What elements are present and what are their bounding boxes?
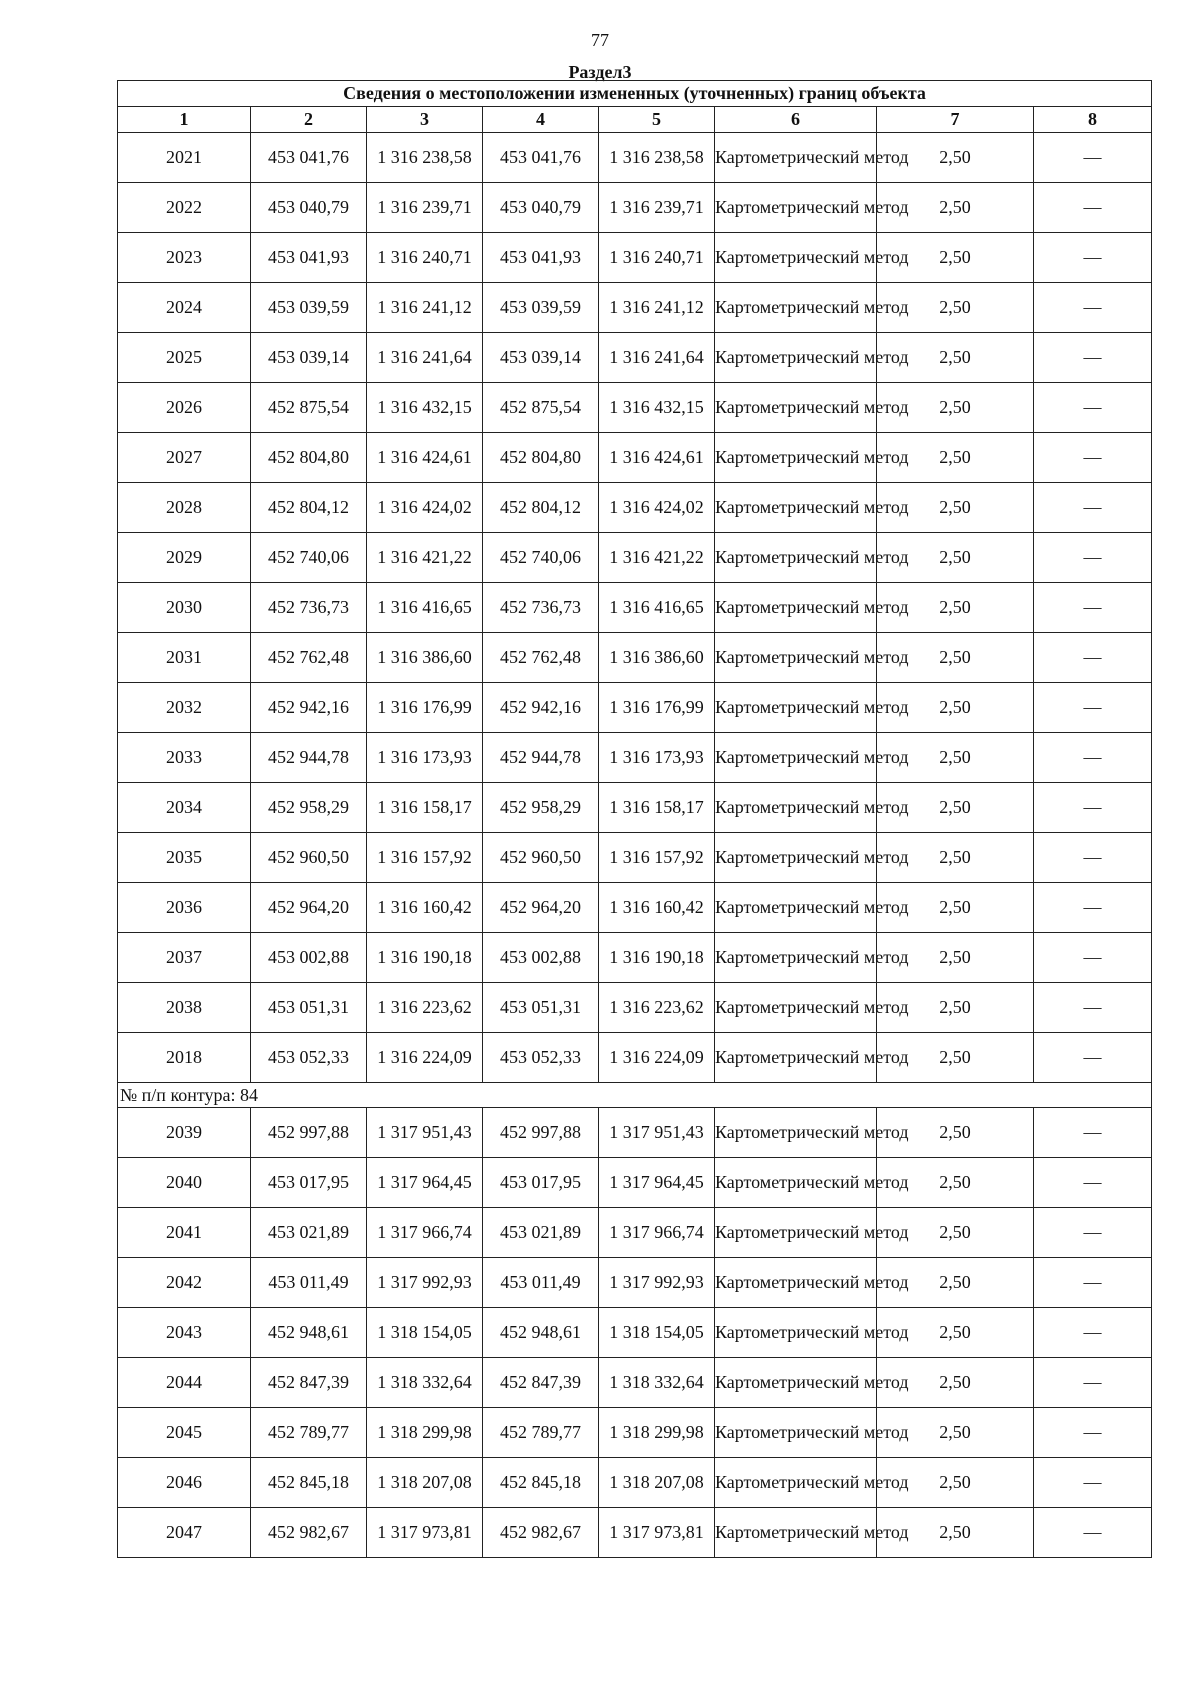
x-coordinate-cell: 453 011,49 bbox=[483, 1258, 599, 1308]
x-coordinate-cell: 453 052,33 bbox=[251, 1033, 367, 1083]
x-coordinate-cell: 452 789,77 bbox=[251, 1408, 367, 1458]
point-number-cell: 2031 bbox=[118, 633, 251, 683]
x-coordinate-cell: 452 736,73 bbox=[251, 583, 367, 633]
x-coordinate-cell: 452 804,12 bbox=[483, 483, 599, 533]
y-coordinate-cell: 1 317 973,81 bbox=[367, 1508, 483, 1558]
method-cell: Картометрический метод bbox=[715, 1108, 877, 1158]
method-cell: Картометрический метод bbox=[715, 1308, 877, 1358]
accuracy-cell: 2,50 bbox=[877, 583, 1034, 633]
table-row bbox=[118, 1308, 1152, 1358]
method-cell: Картометрический метод bbox=[715, 233, 877, 283]
point-number-cell: 2028 bbox=[118, 483, 251, 533]
note-cell: — bbox=[1034, 233, 1152, 283]
y-coordinate-cell: 1 318 207,08 bbox=[599, 1458, 715, 1508]
method-cell: Картометрический метод bbox=[715, 983, 877, 1033]
note-cell: — bbox=[1034, 583, 1152, 633]
y-coordinate-cell: 1 318 332,64 bbox=[599, 1358, 715, 1408]
method-cell: Картометрический метод bbox=[715, 183, 877, 233]
table-row bbox=[118, 1258, 1152, 1308]
point-number-cell: 2035 bbox=[118, 833, 251, 883]
y-coordinate-cell: 1 318 299,98 bbox=[599, 1408, 715, 1458]
note-cell: — bbox=[1034, 1408, 1152, 1458]
point-number-cell: 2030 bbox=[118, 583, 251, 633]
x-coordinate-cell: 453 002,88 bbox=[251, 933, 367, 983]
x-coordinate-cell: 452 982,67 bbox=[251, 1508, 367, 1558]
y-coordinate-cell: 1 317 951,43 bbox=[599, 1108, 715, 1158]
x-coordinate-cell: 452 847,39 bbox=[483, 1358, 599, 1408]
table-row bbox=[118, 583, 1152, 633]
accuracy-cell: 2,50 bbox=[877, 433, 1034, 483]
table-body-contour-84 bbox=[118, 1108, 1152, 1558]
column-number: 4 bbox=[483, 107, 599, 133]
y-coordinate-cell: 1 317 992,93 bbox=[599, 1258, 715, 1308]
x-coordinate-cell: 453 021,89 bbox=[251, 1208, 367, 1258]
column-number: 5 bbox=[599, 107, 715, 133]
accuracy-cell: 2,50 bbox=[877, 1158, 1034, 1208]
note-cell: — bbox=[1034, 1108, 1152, 1158]
x-coordinate-cell: 452 942,16 bbox=[251, 683, 367, 733]
method-cell: Картометрический метод bbox=[715, 283, 877, 333]
section-title: Раздел3 bbox=[568, 62, 632, 82]
method-cell: Картометрический метод bbox=[715, 933, 877, 983]
y-coordinate-cell: 1 318 332,64 bbox=[367, 1358, 483, 1408]
method-cell: Картометрический метод bbox=[715, 1208, 877, 1258]
accuracy-cell: 2,50 bbox=[877, 933, 1034, 983]
y-coordinate-cell: 1 316 173,93 bbox=[599, 733, 715, 783]
table-row bbox=[118, 333, 1152, 383]
table-row bbox=[118, 1158, 1152, 1208]
point-number-cell: 2047 bbox=[118, 1508, 251, 1558]
column-number: 1 bbox=[118, 107, 251, 133]
y-coordinate-cell: 1 316 238,58 bbox=[367, 133, 483, 183]
table-row bbox=[118, 1408, 1152, 1458]
table-row bbox=[118, 783, 1152, 833]
accuracy-cell: 2,50 bbox=[877, 1258, 1034, 1308]
x-coordinate-cell: 452 875,54 bbox=[251, 383, 367, 433]
note-cell: — bbox=[1034, 133, 1152, 183]
table-row bbox=[118, 983, 1152, 1033]
accuracy-cell: 2,50 bbox=[877, 183, 1034, 233]
y-coordinate-cell: 1 316 424,61 bbox=[367, 433, 483, 483]
x-coordinate-cell: 453 011,49 bbox=[251, 1258, 367, 1308]
note-cell: — bbox=[1034, 433, 1152, 483]
note-cell: — bbox=[1034, 933, 1152, 983]
x-coordinate-cell: 452 997,88 bbox=[251, 1108, 367, 1158]
x-coordinate-cell: 453 021,89 bbox=[483, 1208, 599, 1258]
y-coordinate-cell: 1 316 223,62 bbox=[367, 983, 483, 1033]
accuracy-cell: 2,50 bbox=[877, 333, 1034, 383]
method-cell: Картометрический метод bbox=[715, 433, 877, 483]
table-row bbox=[118, 433, 1152, 483]
x-coordinate-cell: 453 041,93 bbox=[483, 233, 599, 283]
x-coordinate-cell: 453 052,33 bbox=[483, 1033, 599, 1083]
x-coordinate-cell: 452 960,50 bbox=[483, 833, 599, 883]
note-cell: — bbox=[1034, 533, 1152, 583]
method-cell: Картометрический метод bbox=[715, 383, 877, 433]
note-cell: — bbox=[1034, 483, 1152, 533]
table-row bbox=[118, 1208, 1152, 1258]
x-coordinate-cell: 453 017,95 bbox=[483, 1158, 599, 1208]
method-cell: Картометрический метод bbox=[715, 1458, 877, 1508]
y-coordinate-cell: 1 317 964,45 bbox=[599, 1158, 715, 1208]
table-row bbox=[118, 1458, 1152, 1508]
y-coordinate-cell: 1 316 432,15 bbox=[599, 383, 715, 433]
y-coordinate-cell: 1 316 176,99 bbox=[367, 683, 483, 733]
y-coordinate-cell: 1 317 951,43 bbox=[367, 1108, 483, 1158]
table-row bbox=[118, 1033, 1152, 1083]
x-coordinate-cell: 453 051,31 bbox=[251, 983, 367, 1033]
point-number-cell: 2043 bbox=[118, 1308, 251, 1358]
y-coordinate-cell: 1 316 241,12 bbox=[367, 283, 483, 333]
point-number-cell: 2029 bbox=[118, 533, 251, 583]
accuracy-cell: 2,50 bbox=[877, 733, 1034, 783]
y-coordinate-cell: 1 316 223,62 bbox=[599, 983, 715, 1033]
x-coordinate-cell: 452 944,78 bbox=[483, 733, 599, 783]
x-coordinate-cell: 452 804,80 bbox=[483, 433, 599, 483]
table-caption: Сведения о местоположении измененных (уточненных) границ объекта bbox=[118, 81, 1152, 107]
note-cell: — bbox=[1034, 883, 1152, 933]
point-number-cell: 2026 bbox=[118, 383, 251, 433]
point-number-cell: 2034 bbox=[118, 783, 251, 833]
accuracy-cell: 2,50 bbox=[877, 233, 1034, 283]
method-cell: Картометрический метод bbox=[715, 633, 877, 683]
y-coordinate-cell: 1 316 238,58 bbox=[599, 133, 715, 183]
point-number-cell: 2046 bbox=[118, 1458, 251, 1508]
method-cell: Картометрический метод bbox=[715, 683, 877, 733]
x-coordinate-cell: 452 944,78 bbox=[251, 733, 367, 783]
column-number: 3 bbox=[367, 107, 483, 133]
x-coordinate-cell: 452 948,61 bbox=[483, 1308, 599, 1358]
y-coordinate-cell: 1 316 160,42 bbox=[367, 883, 483, 933]
x-coordinate-cell: 453 039,59 bbox=[251, 283, 367, 333]
x-coordinate-cell: 452 847,39 bbox=[251, 1358, 367, 1408]
point-number-cell: 2033 bbox=[118, 733, 251, 783]
note-cell: — bbox=[1034, 1033, 1152, 1083]
x-coordinate-cell: 452 960,50 bbox=[251, 833, 367, 883]
x-coordinate-cell: 453 039,59 bbox=[483, 283, 599, 333]
accuracy-cell: 2,50 bbox=[877, 833, 1034, 883]
note-cell: — bbox=[1034, 633, 1152, 683]
y-coordinate-cell: 1 318 299,98 bbox=[367, 1408, 483, 1458]
y-coordinate-cell: 1 316 241,64 bbox=[367, 333, 483, 383]
accuracy-cell: 2,50 bbox=[877, 1508, 1034, 1558]
x-coordinate-cell: 452 789,77 bbox=[483, 1408, 599, 1458]
x-coordinate-cell: 453 051,31 bbox=[483, 983, 599, 1033]
x-coordinate-cell: 452 740,06 bbox=[251, 533, 367, 583]
contour-label-row bbox=[118, 1083, 1152, 1108]
point-number-cell: 2038 bbox=[118, 983, 251, 1033]
accuracy-cell: 2,50 bbox=[877, 983, 1034, 1033]
x-coordinate-cell: 453 041,93 bbox=[251, 233, 367, 283]
y-coordinate-cell: 1 316 416,65 bbox=[367, 583, 483, 633]
method-cell: Картометрический метод bbox=[715, 1508, 877, 1558]
table-row bbox=[118, 283, 1152, 333]
accuracy-cell: 2,50 bbox=[877, 483, 1034, 533]
table-row bbox=[118, 1508, 1152, 1558]
table-row bbox=[118, 633, 1152, 683]
x-coordinate-cell: 452 736,73 bbox=[483, 583, 599, 633]
point-number-cell: 2041 bbox=[118, 1208, 251, 1258]
point-number-cell: 2039 bbox=[118, 1108, 251, 1158]
point-number-cell: 2018 bbox=[118, 1033, 251, 1083]
y-coordinate-cell: 1 318 207,08 bbox=[367, 1458, 483, 1508]
point-number-cell: 2045 bbox=[118, 1408, 251, 1458]
table-row bbox=[118, 133, 1152, 183]
y-coordinate-cell: 1 316 239,71 bbox=[599, 183, 715, 233]
x-coordinate-cell: 453 039,14 bbox=[483, 333, 599, 383]
x-coordinate-cell: 453 040,79 bbox=[251, 183, 367, 233]
table-row bbox=[118, 733, 1152, 783]
y-coordinate-cell: 1 317 966,74 bbox=[599, 1208, 715, 1258]
y-coordinate-cell: 1 316 190,18 bbox=[367, 933, 483, 983]
x-coordinate-cell: 453 041,76 bbox=[251, 133, 367, 183]
x-coordinate-cell: 452 964,20 bbox=[251, 883, 367, 933]
y-coordinate-cell: 1 316 158,17 bbox=[367, 783, 483, 833]
point-number-cell: 2040 bbox=[118, 1158, 251, 1208]
table-row bbox=[118, 1358, 1152, 1408]
method-cell: Картометрический метод bbox=[715, 483, 877, 533]
accuracy-cell: 2,50 bbox=[877, 633, 1034, 683]
method-cell: Картометрический метод bbox=[715, 1258, 877, 1308]
note-cell: — bbox=[1034, 183, 1152, 233]
table-row bbox=[118, 883, 1152, 933]
x-coordinate-cell: 452 845,18 bbox=[251, 1458, 367, 1508]
accuracy-cell: 2,50 bbox=[877, 383, 1034, 433]
accuracy-cell: 2,50 bbox=[877, 133, 1034, 183]
table-row bbox=[118, 683, 1152, 733]
table-row bbox=[118, 183, 1152, 233]
x-coordinate-cell: 453 040,79 bbox=[483, 183, 599, 233]
y-coordinate-cell: 1 316 416,65 bbox=[599, 583, 715, 633]
x-coordinate-cell: 452 982,67 bbox=[483, 1508, 599, 1558]
point-number-cell: 2032 bbox=[118, 683, 251, 733]
accuracy-cell: 2,50 bbox=[877, 683, 1034, 733]
y-coordinate-cell: 1 317 992,93 bbox=[367, 1258, 483, 1308]
x-coordinate-cell: 452 740,06 bbox=[483, 533, 599, 583]
method-cell: Картометрический метод bbox=[715, 533, 877, 583]
y-coordinate-cell: 1 318 154,05 bbox=[367, 1308, 483, 1358]
column-number: 8 bbox=[1034, 107, 1152, 133]
y-coordinate-cell: 1 316 240,71 bbox=[599, 233, 715, 283]
point-number-cell: 2021 bbox=[118, 133, 251, 183]
point-number-cell: 2037 bbox=[118, 933, 251, 983]
y-coordinate-cell: 1 316 424,61 bbox=[599, 433, 715, 483]
method-cell: Картометрический метод bbox=[715, 833, 877, 883]
table-row bbox=[118, 383, 1152, 433]
accuracy-cell: 2,50 bbox=[877, 283, 1034, 333]
note-cell: — bbox=[1034, 383, 1152, 433]
point-number-cell: 2023 bbox=[118, 233, 251, 283]
note-cell: — bbox=[1034, 1158, 1152, 1208]
accuracy-cell: 2,50 bbox=[877, 1208, 1034, 1258]
y-coordinate-cell: 1 316 432,15 bbox=[367, 383, 483, 433]
y-coordinate-cell: 1 316 386,60 bbox=[367, 633, 483, 683]
table-row bbox=[118, 533, 1152, 583]
page-number: 77 bbox=[591, 30, 609, 50]
y-coordinate-cell: 1 317 966,74 bbox=[367, 1208, 483, 1258]
column-number-row bbox=[118, 107, 1152, 133]
x-coordinate-cell: 453 017,95 bbox=[251, 1158, 367, 1208]
y-coordinate-cell: 1 317 964,45 bbox=[367, 1158, 483, 1208]
note-cell: — bbox=[1034, 783, 1152, 833]
x-coordinate-cell: 453 002,88 bbox=[483, 933, 599, 983]
y-coordinate-cell: 1 316 158,17 bbox=[599, 783, 715, 833]
note-cell: — bbox=[1034, 1508, 1152, 1558]
y-coordinate-cell: 1 316 239,71 bbox=[367, 183, 483, 233]
x-coordinate-cell: 452 958,29 bbox=[251, 783, 367, 833]
accuracy-cell: 2,50 bbox=[877, 1108, 1034, 1158]
y-coordinate-cell: 1 316 157,92 bbox=[367, 833, 483, 883]
accuracy-cell: 2,50 bbox=[877, 783, 1034, 833]
x-coordinate-cell: 452 948,61 bbox=[251, 1308, 367, 1358]
table-body-contour-a bbox=[118, 133, 1152, 1083]
table-row bbox=[118, 233, 1152, 283]
note-cell: — bbox=[1034, 1458, 1152, 1508]
note-cell: — bbox=[1034, 683, 1152, 733]
y-coordinate-cell: 1 316 173,93 bbox=[367, 733, 483, 783]
y-coordinate-cell: 1 316 224,09 bbox=[367, 1033, 483, 1083]
column-number: 6 bbox=[715, 107, 877, 133]
y-coordinate-cell: 1 316 241,64 bbox=[599, 333, 715, 383]
point-number-cell: 2036 bbox=[118, 883, 251, 933]
method-cell: Картометрический метод bbox=[715, 133, 877, 183]
y-coordinate-cell: 1 316 190,18 bbox=[599, 933, 715, 983]
x-coordinate-cell: 452 845,18 bbox=[483, 1458, 599, 1508]
x-coordinate-cell: 452 942,16 bbox=[483, 683, 599, 733]
x-coordinate-cell: 452 997,88 bbox=[483, 1108, 599, 1158]
x-coordinate-cell: 452 804,12 bbox=[251, 483, 367, 533]
point-number-cell: 2024 bbox=[118, 283, 251, 333]
table-row bbox=[118, 933, 1152, 983]
table-row bbox=[118, 1108, 1152, 1158]
x-coordinate-cell: 452 804,80 bbox=[251, 433, 367, 483]
accuracy-cell: 2,50 bbox=[877, 533, 1034, 583]
table-row bbox=[118, 833, 1152, 883]
accuracy-cell: 2,50 bbox=[877, 1408, 1034, 1458]
y-coordinate-cell: 1 316 240,71 bbox=[367, 233, 483, 283]
x-coordinate-cell: 452 875,54 bbox=[483, 383, 599, 433]
point-number-cell: 2027 bbox=[118, 433, 251, 483]
note-cell: — bbox=[1034, 283, 1152, 333]
x-coordinate-cell: 453 039,14 bbox=[251, 333, 367, 383]
y-coordinate-cell: 1 316 386,60 bbox=[599, 633, 715, 683]
accuracy-cell: 2,50 bbox=[877, 883, 1034, 933]
method-cell: Картометрический метод bbox=[715, 583, 877, 633]
note-cell: — bbox=[1034, 1208, 1152, 1258]
method-cell: Картометрический метод bbox=[715, 1358, 877, 1408]
y-coordinate-cell: 1 316 157,92 bbox=[599, 833, 715, 883]
method-cell: Картометрический метод bbox=[715, 733, 877, 783]
column-number: 7 bbox=[877, 107, 1034, 133]
y-coordinate-cell: 1 316 424,02 bbox=[599, 483, 715, 533]
x-coordinate-cell: 452 762,48 bbox=[251, 633, 367, 683]
x-coordinate-cell: 452 762,48 bbox=[483, 633, 599, 683]
y-coordinate-cell: 1 316 421,22 bbox=[599, 533, 715, 583]
point-number-cell: 2022 bbox=[118, 183, 251, 233]
note-cell: — bbox=[1034, 333, 1152, 383]
accuracy-cell: 2,50 bbox=[877, 1033, 1034, 1083]
accuracy-cell: 2,50 bbox=[877, 1358, 1034, 1408]
table-row bbox=[118, 483, 1152, 533]
method-cell: Картометрический метод bbox=[715, 783, 877, 833]
method-cell: Картометрический метод bbox=[715, 1033, 877, 1083]
note-cell: — bbox=[1034, 1358, 1152, 1408]
note-cell: — bbox=[1034, 733, 1152, 783]
y-coordinate-cell: 1 316 224,09 bbox=[599, 1033, 715, 1083]
y-coordinate-cell: 1 316 424,02 bbox=[367, 483, 483, 533]
boundary-coordinates-table bbox=[117, 80, 1152, 1558]
method-cell: Картометрический метод bbox=[715, 883, 877, 933]
y-coordinate-cell: 1 318 154,05 bbox=[599, 1308, 715, 1358]
x-coordinate-cell: 452 958,29 bbox=[483, 783, 599, 833]
point-number-cell: 2025 bbox=[118, 333, 251, 383]
method-cell: Картометрический метод bbox=[715, 333, 877, 383]
y-coordinate-cell: 1 316 421,22 bbox=[367, 533, 483, 583]
point-number-cell: 2044 bbox=[118, 1358, 251, 1408]
x-coordinate-cell: 453 041,76 bbox=[483, 133, 599, 183]
x-coordinate-cell: 452 964,20 bbox=[483, 883, 599, 933]
column-number: 2 bbox=[251, 107, 367, 133]
y-coordinate-cell: 1 316 160,42 bbox=[599, 883, 715, 933]
point-number-cell: 2042 bbox=[118, 1258, 251, 1308]
method-cell: Картометрический метод bbox=[715, 1408, 877, 1458]
accuracy-cell: 2,50 bbox=[877, 1308, 1034, 1358]
y-coordinate-cell: 1 317 973,81 bbox=[599, 1508, 715, 1558]
note-cell: — bbox=[1034, 983, 1152, 1033]
note-cell: — bbox=[1034, 1258, 1152, 1308]
y-coordinate-cell: 1 316 176,99 bbox=[599, 683, 715, 733]
y-coordinate-cell: 1 316 241,12 bbox=[599, 283, 715, 333]
note-cell: — bbox=[1034, 1308, 1152, 1358]
method-cell: Картометрический метод bbox=[715, 1158, 877, 1208]
contour-label: № п/п контура: 84 bbox=[118, 1083, 1152, 1108]
accuracy-cell: 2,50 bbox=[877, 1458, 1034, 1508]
note-cell: — bbox=[1034, 833, 1152, 883]
